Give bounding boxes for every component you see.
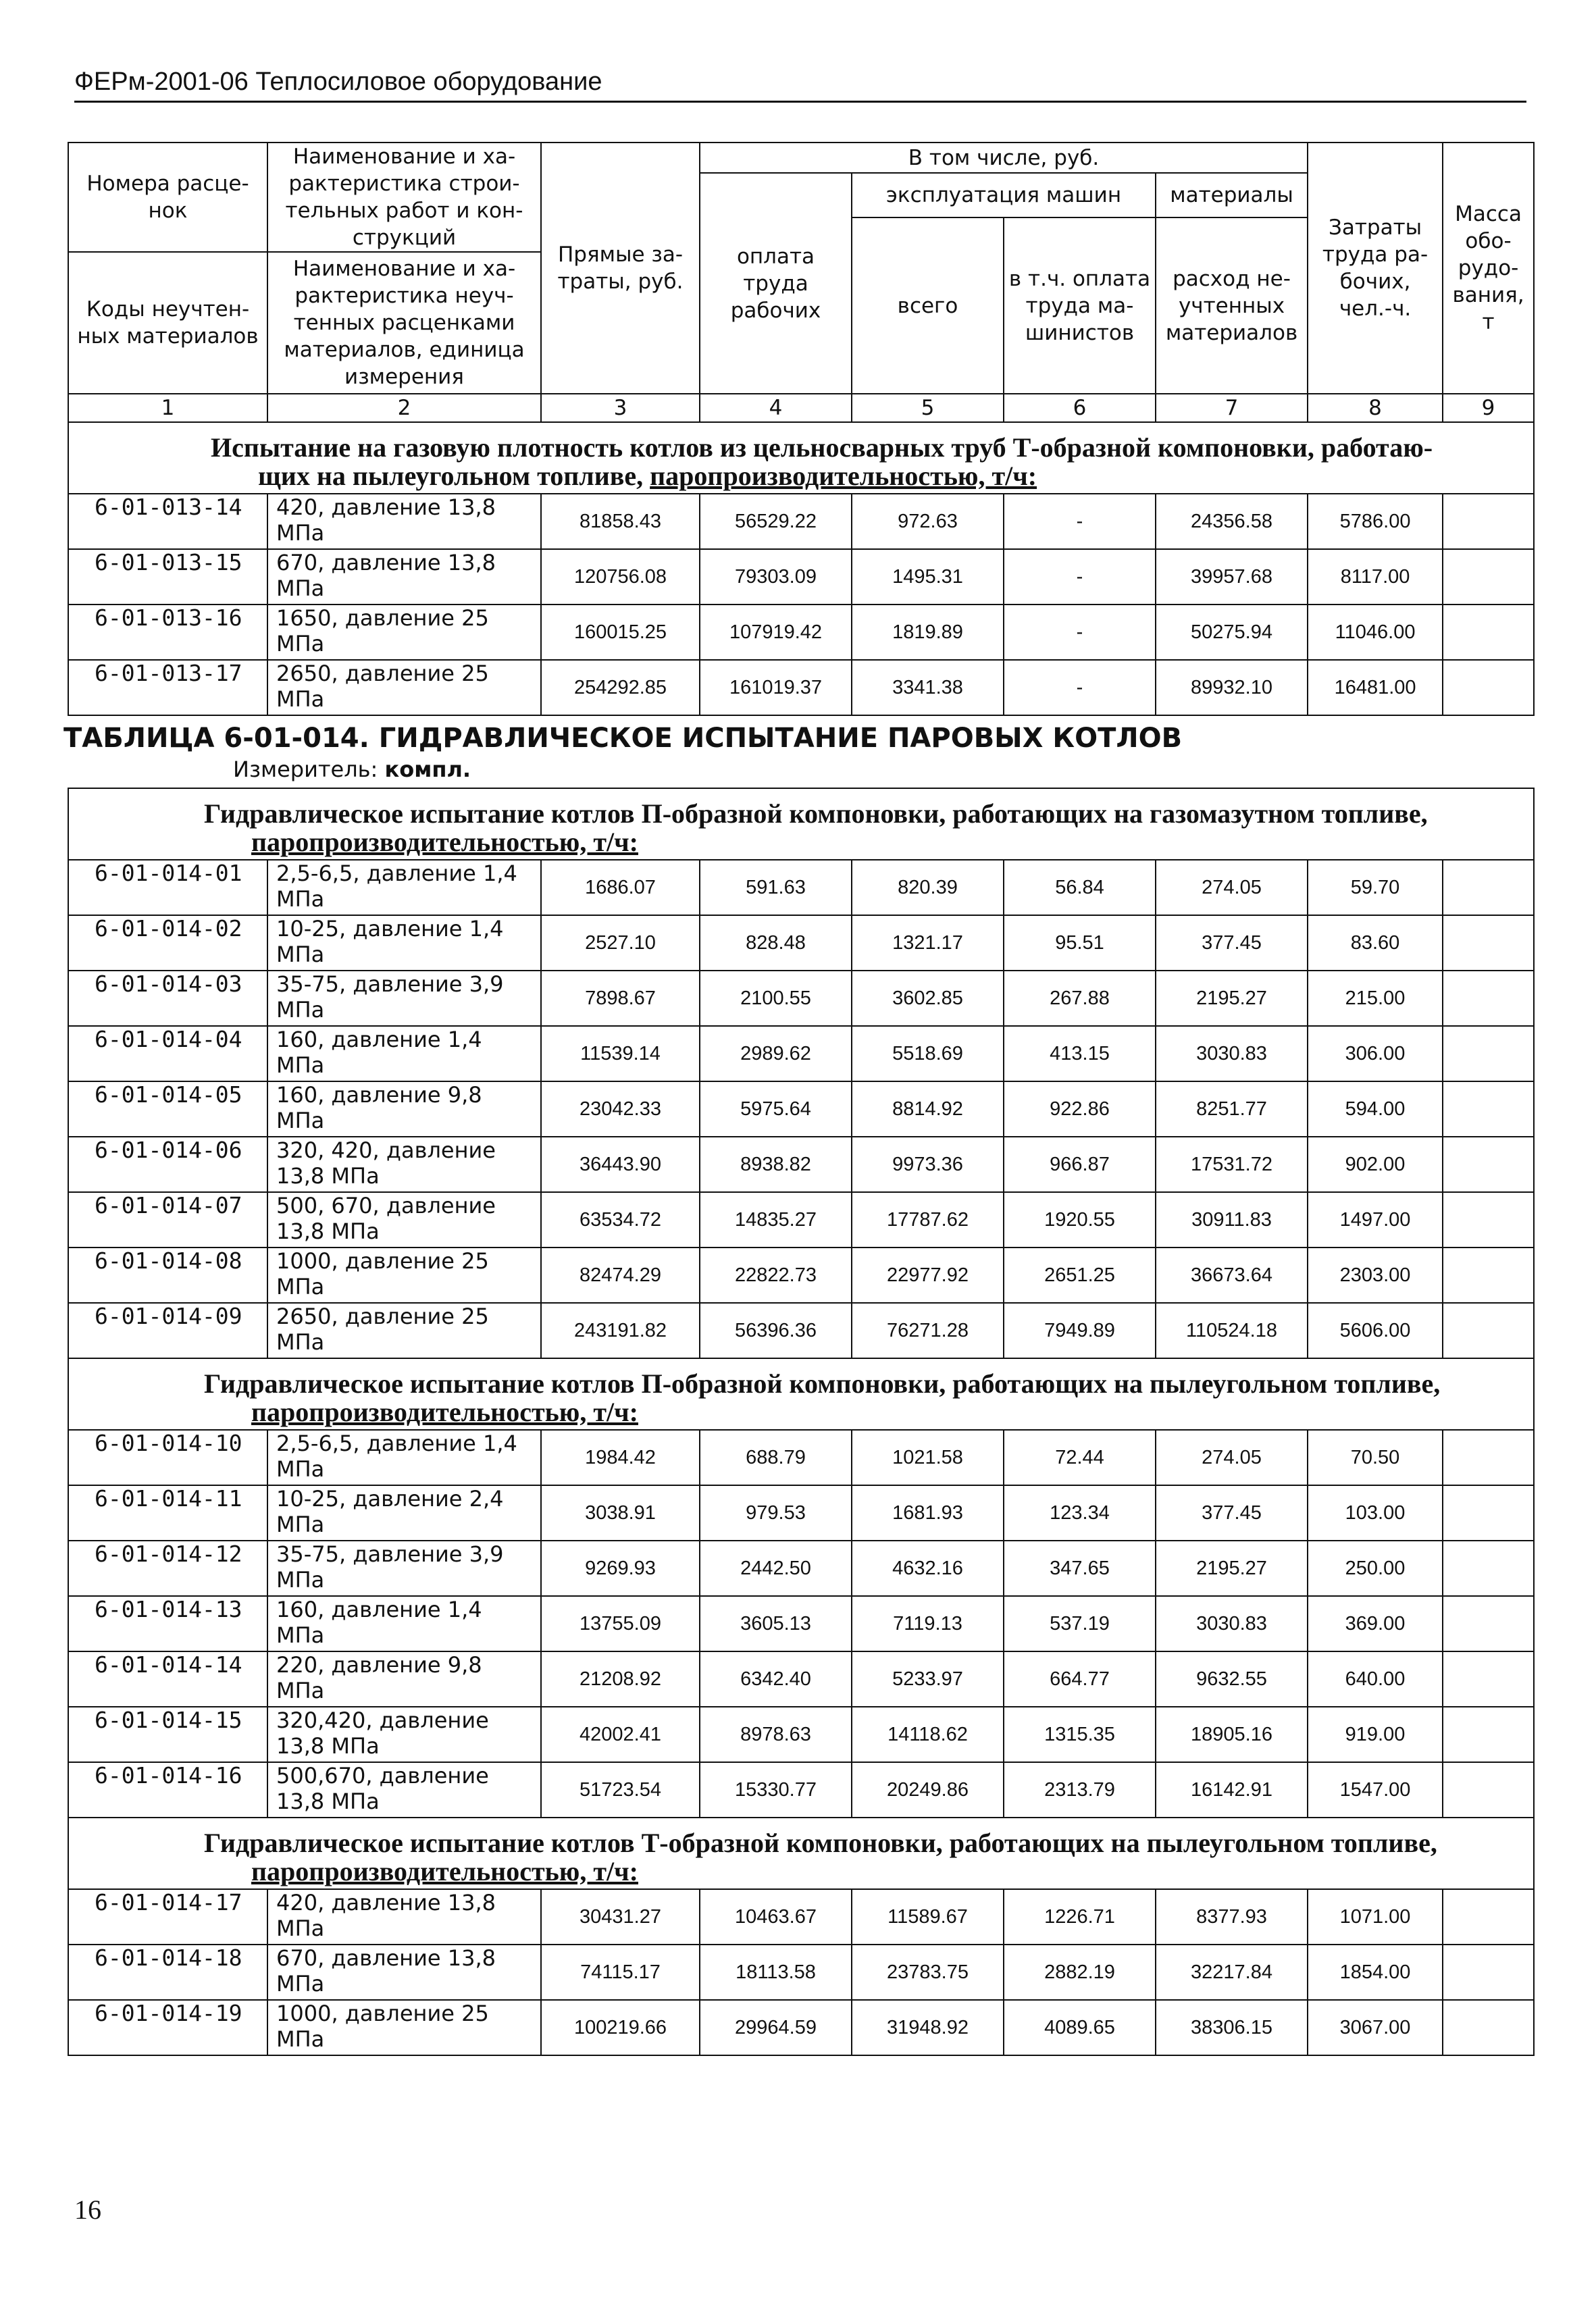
cell-c9 bbox=[1443, 1137, 1534, 1192]
cell-name: 10-25, давление 2,4 МПа bbox=[267, 1485, 541, 1541]
cell-name: 160, давление 1,4 МПа bbox=[267, 1596, 541, 1651]
cell-c8: 306.00 bbox=[1308, 1026, 1443, 1081]
cell-c5: 1321.17 bbox=[852, 915, 1004, 971]
cell-c4: 8978.63 bbox=[700, 1707, 852, 1762]
cell-c8: 5606.00 bbox=[1308, 1303, 1443, 1358]
cell-c6: 56.84 bbox=[1004, 860, 1156, 915]
cell-c7: 50275.94 bbox=[1156, 605, 1308, 660]
cell-c7: 16142.91 bbox=[1156, 1762, 1308, 1818]
cell-c5: 14118.62 bbox=[852, 1707, 1004, 1762]
cell-name: 500, 670, давление 13,8 МПа bbox=[267, 1192, 541, 1248]
cell-c5: 4632.16 bbox=[852, 1541, 1004, 1596]
cell-c9 bbox=[1443, 1596, 1534, 1651]
cell-code: 6-01-014-13 bbox=[68, 1596, 267, 1651]
cell-code: 6-01-014-19 bbox=[68, 2000, 267, 2055]
table-row bbox=[68, 2000, 1534, 2055]
cell-c5: 5233.97 bbox=[852, 1651, 1004, 1707]
cell-c8: 1854.00 bbox=[1308, 1945, 1443, 2000]
cell-code: 6-01-014-05 bbox=[68, 1081, 267, 1137]
cell-c3: 21208.92 bbox=[541, 1651, 700, 1707]
cell-code: 6-01-014-02 bbox=[68, 915, 267, 971]
cell-c8: 1497.00 bbox=[1308, 1192, 1443, 1248]
cell-c6: 664.77 bbox=[1004, 1651, 1156, 1707]
cell-c5: 76271.28 bbox=[852, 1303, 1004, 1358]
cell-c6: 4089.65 bbox=[1004, 2000, 1156, 2055]
cell-c4: 8938.82 bbox=[700, 1137, 852, 1192]
cell-c7: 17531.72 bbox=[1156, 1137, 1308, 1192]
cell-c6: 123.34 bbox=[1004, 1485, 1156, 1541]
cell-code: 6-01-014-11 bbox=[68, 1485, 267, 1541]
cell-c8: 919.00 bbox=[1308, 1707, 1443, 1762]
cell-c4: 979.53 bbox=[700, 1485, 852, 1541]
cell-c9 bbox=[1443, 1430, 1534, 1485]
table-header-block bbox=[68, 142, 1535, 716]
cell-name: 670, давление 13,8 МПа bbox=[267, 1945, 541, 2000]
table-row bbox=[68, 1192, 1534, 1248]
table-title-block bbox=[63, 716, 1533, 788]
cell-c7: 377.45 bbox=[1156, 915, 1308, 971]
cell-c4: 10463.67 bbox=[700, 1889, 852, 1945]
section4-rows bbox=[68, 1889, 1534, 2055]
cell-name: 1000, давление 25 МПа bbox=[267, 2000, 541, 2055]
col-header-material-names: Наименование и ха-рактеристика неуч-тенных расценками материалов, единица измерения bbox=[267, 252, 541, 394]
cell-c3: 23042.33 bbox=[541, 1081, 700, 1137]
table-row bbox=[68, 860, 1534, 915]
cell-c8: 5786.00 bbox=[1308, 494, 1443, 549]
cell-c8: 8117.00 bbox=[1308, 549, 1443, 605]
cell-c8: 11046.00 bbox=[1308, 605, 1443, 660]
cell-c9 bbox=[1443, 605, 1534, 660]
cell-c4: 18113.58 bbox=[700, 1945, 852, 2000]
cell-c5: 3602.85 bbox=[852, 971, 1004, 1026]
table-row bbox=[68, 1707, 1534, 1762]
cell-c7: 3030.83 bbox=[1156, 1596, 1308, 1651]
cell-c6: 922.86 bbox=[1004, 1081, 1156, 1137]
cell-c3: 13755.09 bbox=[541, 1596, 700, 1651]
cell-c6: 267.88 bbox=[1004, 971, 1156, 1026]
cell-c4: 828.48 bbox=[700, 915, 852, 971]
cell-c4: 3605.13 bbox=[700, 1596, 852, 1651]
cell-c3: 9269.93 bbox=[541, 1541, 700, 1596]
cell-c7: 8251.77 bbox=[1156, 1081, 1308, 1137]
cell-c3: 243191.82 bbox=[541, 1303, 700, 1358]
cell-code: 6-01-013-16 bbox=[68, 605, 267, 660]
page-number: 16 bbox=[74, 2194, 101, 2225]
cell-c7: 9632.55 bbox=[1156, 1651, 1308, 1707]
cell-name: 420, давление 13,8 МПа bbox=[267, 494, 541, 549]
cell-c3: 160015.25 bbox=[541, 605, 700, 660]
cell-c8: 902.00 bbox=[1308, 1137, 1443, 1192]
table-row bbox=[68, 1762, 1534, 1818]
col-header-total: всего bbox=[852, 217, 1004, 394]
cell-c5: 5518.69 bbox=[852, 1026, 1004, 1081]
table-row bbox=[68, 1303, 1534, 1358]
cell-code: 6-01-014-04 bbox=[68, 1026, 267, 1081]
cell-c4: 15330.77 bbox=[700, 1762, 852, 1818]
cell-name: 320,420, давление 13,8 МПа bbox=[267, 1707, 541, 1762]
cell-c7: 2195.27 bbox=[1156, 971, 1308, 1026]
cell-c4: 14835.27 bbox=[700, 1192, 852, 1248]
table-row bbox=[68, 1945, 1534, 2000]
cell-c7: 32217.84 bbox=[1156, 1945, 1308, 2000]
table-row bbox=[68, 1430, 1534, 1485]
cell-c7: 274.05 bbox=[1156, 1430, 1308, 1485]
cell-c9 bbox=[1443, 1762, 1534, 1818]
cell-c3: 63534.72 bbox=[541, 1192, 700, 1248]
cell-c9 bbox=[1443, 549, 1534, 605]
table-row bbox=[68, 971, 1534, 1026]
cell-c3: 120756.08 bbox=[541, 549, 700, 605]
cell-c7: 36673.64 bbox=[1156, 1248, 1308, 1303]
col-header-operator-wages: в т.ч. оплата труда ма-шинистов bbox=[1004, 217, 1156, 394]
cell-c5: 31948.92 bbox=[852, 2000, 1004, 2055]
cell-code: 6-01-013-15 bbox=[68, 549, 267, 605]
cell-c6: - bbox=[1004, 494, 1156, 549]
page-header bbox=[74, 68, 1526, 103]
cell-c9 bbox=[1443, 1541, 1534, 1596]
cell-c8: 640.00 bbox=[1308, 1651, 1443, 1707]
cell-c8: 1071.00 bbox=[1308, 1889, 1443, 1945]
cell-name: 1650, давление 25 МПа bbox=[267, 605, 541, 660]
col-header-labor: Затраты труда ра-бочих, чел.-ч. bbox=[1308, 143, 1443, 394]
cell-c6: 537.19 bbox=[1004, 1596, 1156, 1651]
col-header-material-codes: Коды неучтен-ных материалов bbox=[68, 252, 267, 394]
cell-c3: 81858.43 bbox=[541, 494, 700, 549]
section-heading: Гидравлическое испытание котлов П-образной компоновки, работающих на газомазутном топливе, паропроизводительностью, т/ч: bbox=[68, 788, 1534, 860]
col-header-including: В том числе, руб. bbox=[700, 143, 1308, 173]
table-row bbox=[68, 1651, 1534, 1707]
cell-c4: 6342.40 bbox=[700, 1651, 852, 1707]
cell-c7: 377.45 bbox=[1156, 1485, 1308, 1541]
cell-c5: 820.39 bbox=[852, 860, 1004, 915]
cell-c9 bbox=[1443, 1081, 1534, 1137]
cell-name: 320, 420, давление 13,8 МПа bbox=[267, 1137, 541, 1192]
cell-c5: 9973.36 bbox=[852, 1137, 1004, 1192]
table-row bbox=[68, 1596, 1534, 1651]
cell-c7: 274.05 bbox=[1156, 860, 1308, 915]
cell-c3: 11539.14 bbox=[541, 1026, 700, 1081]
table-row bbox=[68, 1485, 1534, 1541]
cell-code: 6-01-014-18 bbox=[68, 1945, 267, 2000]
cell-code: 6-01-013-17 bbox=[68, 660, 267, 715]
cell-code: 6-01-014-03 bbox=[68, 971, 267, 1026]
cell-c6: 966.87 bbox=[1004, 1137, 1156, 1192]
table-row bbox=[68, 1889, 1534, 1945]
cell-c4: 56529.22 bbox=[700, 494, 852, 549]
cell-code: 6-01-014-12 bbox=[68, 1541, 267, 1596]
cell-c5: 23783.75 bbox=[852, 1945, 1004, 2000]
cell-c6: 95.51 bbox=[1004, 915, 1156, 971]
cell-c5: 22977.92 bbox=[852, 1248, 1004, 1303]
cell-c8: 594.00 bbox=[1308, 1081, 1443, 1137]
cell-c9 bbox=[1443, 1651, 1534, 1707]
cell-c6: - bbox=[1004, 549, 1156, 605]
cell-c4: 2989.62 bbox=[700, 1026, 852, 1081]
cell-c5: 3341.38 bbox=[852, 660, 1004, 715]
cell-name: 2650, давление 25 МПа bbox=[267, 1303, 541, 1358]
section1-rows bbox=[68, 494, 1534, 715]
cell-c8: 369.00 bbox=[1308, 1596, 1443, 1651]
cell-c7: 110524.18 bbox=[1156, 1303, 1308, 1358]
section2-rows bbox=[68, 860, 1534, 1358]
cell-name: 10-25, давление 1,4 МПа bbox=[267, 915, 541, 971]
col-header-direct-costs: Прямые за-траты, руб. bbox=[541, 143, 700, 394]
cell-c6: 347.65 bbox=[1004, 1541, 1156, 1596]
cell-c3: 1984.42 bbox=[541, 1430, 700, 1485]
cell-c4: 2100.55 bbox=[700, 971, 852, 1026]
col-header-machines: эксплуатация машин bbox=[852, 173, 1156, 217]
cell-c8: 103.00 bbox=[1308, 1485, 1443, 1541]
cell-c3: 51723.54 bbox=[541, 1762, 700, 1818]
cell-c6: - bbox=[1004, 660, 1156, 715]
cell-c8: 3067.00 bbox=[1308, 2000, 1443, 2055]
cell-c4: 688.79 bbox=[700, 1430, 852, 1485]
section-heading: Гидравлическое испытание котлов Т-образной компоновки, работающих на пылеугольном топливе, паропроизводительностью, т/ч: bbox=[68, 1818, 1534, 1889]
page-header-title: ФЕРм-2001-06 Теплосиловое оборудование bbox=[74, 68, 602, 96]
cell-c8: 16481.00 bbox=[1308, 660, 1443, 715]
cell-code: 6-01-014-08 bbox=[68, 1248, 267, 1303]
cell-c5: 11589.67 bbox=[852, 1889, 1004, 1945]
table-row bbox=[68, 1081, 1534, 1137]
cell-c7: 2195.27 bbox=[1156, 1541, 1308, 1596]
cell-c6: 72.44 bbox=[1004, 1430, 1156, 1485]
table-row bbox=[68, 915, 1534, 971]
column-numbers-row: 1 2 3 4 5 6 7 8 9 bbox=[68, 394, 1534, 422]
col-header-name: Наименование и ха-рактеристика строи-тельных работ и кон-струкций bbox=[267, 143, 541, 252]
cell-c6: 413.15 bbox=[1004, 1026, 1156, 1081]
cell-c8: 83.60 bbox=[1308, 915, 1443, 971]
cell-c4: 161019.37 bbox=[700, 660, 852, 715]
cell-code: 6-01-014-01 bbox=[68, 860, 267, 915]
cell-c3: 36443.90 bbox=[541, 1137, 700, 1192]
cell-code: 6-01-014-10 bbox=[68, 1430, 267, 1485]
cell-c4: 79303.09 bbox=[700, 549, 852, 605]
table-row bbox=[68, 605, 1534, 660]
section-heading: Испытание на газовую плотность котлов из цельносварных труб Т-образной компоновки, работаю- щих на пылеугольном топливе, паропроизводительностью, т/ч: bbox=[68, 422, 1534, 494]
cell-code: 6-01-013-14 bbox=[68, 494, 267, 549]
cell-c7: 18905.16 bbox=[1156, 1707, 1308, 1762]
cell-c3: 2527.10 bbox=[541, 915, 700, 971]
cell-c6: - bbox=[1004, 605, 1156, 660]
cell-code: 6-01-014-17 bbox=[68, 1889, 267, 1945]
cell-c9 bbox=[1443, 1248, 1534, 1303]
cell-c4: 591.63 bbox=[700, 860, 852, 915]
cell-c9 bbox=[1443, 1707, 1534, 1762]
table-row bbox=[68, 660, 1534, 715]
cell-c4: 29964.59 bbox=[700, 2000, 852, 2055]
cell-c3: 30431.27 bbox=[541, 1889, 700, 1945]
cell-name: 2650, давление 25 МПа bbox=[267, 660, 541, 715]
cell-c3: 254292.85 bbox=[541, 660, 700, 715]
cell-c8: 70.50 bbox=[1308, 1430, 1443, 1485]
cell-c9 bbox=[1443, 1945, 1534, 2000]
cell-name: 420, давление 13,8 МПа bbox=[267, 1889, 541, 1945]
cell-name: 220, давление 9,8 МПа bbox=[267, 1651, 541, 1707]
cell-c3: 3038.91 bbox=[541, 1485, 700, 1541]
cell-c7: 89932.10 bbox=[1156, 660, 1308, 715]
col-header-unaccounted: расход не-учтенных материалов bbox=[1156, 217, 1308, 394]
cell-name: 500,670, давление 13,8 МПа bbox=[267, 1762, 541, 1818]
cell-c7: 8377.93 bbox=[1156, 1889, 1308, 1945]
cell-name: 160, давление 1,4 МПа bbox=[267, 1026, 541, 1081]
table-row bbox=[68, 1026, 1534, 1081]
cell-c6: 2313.79 bbox=[1004, 1762, 1156, 1818]
cell-name: 35-75, давление 3,9 МПа bbox=[267, 971, 541, 1026]
cell-c8: 1547.00 bbox=[1308, 1762, 1443, 1818]
section3-rows bbox=[68, 1430, 1534, 1818]
cell-c6: 7949.89 bbox=[1004, 1303, 1156, 1358]
cell-c6: 1315.35 bbox=[1004, 1707, 1156, 1762]
cell-c9 bbox=[1443, 660, 1534, 715]
cell-c9 bbox=[1443, 494, 1534, 549]
section-heading: Гидравлическое испытание котлов П-образной компоновки, работающих на пылеугольном топливе, паропроизводительностью, т/ч: bbox=[68, 1358, 1534, 1430]
cell-code: 6-01-014-07 bbox=[68, 1192, 267, 1248]
col-header-materials: материалы bbox=[1156, 173, 1308, 217]
cell-c7: 3030.83 bbox=[1156, 1026, 1308, 1081]
col-header-wages: оплата труда рабочих bbox=[700, 173, 852, 394]
table-row bbox=[68, 1541, 1534, 1596]
cell-c9 bbox=[1443, 1192, 1534, 1248]
table-row bbox=[68, 1248, 1534, 1303]
table-6-01-014 bbox=[68, 788, 1535, 2056]
cell-c5: 7119.13 bbox=[852, 1596, 1004, 1651]
cell-c8: 2303.00 bbox=[1308, 1248, 1443, 1303]
cell-c7: 24356.58 bbox=[1156, 494, 1308, 549]
cell-c5: 1819.89 bbox=[852, 605, 1004, 660]
cell-c3: 74115.17 bbox=[541, 1945, 700, 2000]
cell-c6: 1226.71 bbox=[1004, 1889, 1156, 1945]
cell-c9 bbox=[1443, 971, 1534, 1026]
cell-c6: 2651.25 bbox=[1004, 1248, 1156, 1303]
cell-c6: 1920.55 bbox=[1004, 1192, 1156, 1248]
cell-c9 bbox=[1443, 1303, 1534, 1358]
cell-c4: 5975.64 bbox=[700, 1081, 852, 1137]
cell-c4: 22822.73 bbox=[700, 1248, 852, 1303]
cell-c5: 17787.62 bbox=[852, 1192, 1004, 1248]
cell-c3: 7898.67 bbox=[541, 971, 700, 1026]
cell-code: 6-01-014-09 bbox=[68, 1303, 267, 1358]
col-header-mass: Масса обо-рудо-вания, т bbox=[1443, 143, 1534, 394]
cell-c8: 250.00 bbox=[1308, 1541, 1443, 1596]
cell-c4: 2442.50 bbox=[700, 1541, 852, 1596]
cell-c9 bbox=[1443, 915, 1534, 971]
cell-c9 bbox=[1443, 1485, 1534, 1541]
cell-c9 bbox=[1443, 1026, 1534, 1081]
cell-name: 1000, давление 25 МПа bbox=[267, 1248, 541, 1303]
cell-c5: 972.63 bbox=[852, 494, 1004, 549]
cell-c5: 8814.92 bbox=[852, 1081, 1004, 1137]
cell-c4: 56396.36 bbox=[700, 1303, 852, 1358]
cell-c3: 42002.41 bbox=[541, 1707, 700, 1762]
sheet bbox=[63, 142, 1533, 2056]
cell-c8: 59.70 bbox=[1308, 860, 1443, 915]
cell-code: 6-01-014-15 bbox=[68, 1707, 267, 1762]
table-row bbox=[68, 494, 1534, 549]
cell-c3: 82474.29 bbox=[541, 1248, 700, 1303]
cell-name: 670, давление 13,8 МПа bbox=[267, 549, 541, 605]
table-row bbox=[68, 549, 1534, 605]
cell-c3: 100219.66 bbox=[541, 2000, 700, 2055]
col-header-codes: Номера расце-нок bbox=[68, 143, 267, 252]
cell-c9 bbox=[1443, 860, 1534, 915]
cell-name: 2,5-6,5, давление 1,4 МПа bbox=[267, 1430, 541, 1485]
cell-code: 6-01-014-14 bbox=[68, 1651, 267, 1707]
cell-c5: 1021.58 bbox=[852, 1430, 1004, 1485]
cell-c5: 20249.86 bbox=[852, 1762, 1004, 1818]
cell-name: 160, давление 9,8 МПа bbox=[267, 1081, 541, 1137]
cell-c7: 38306.15 bbox=[1156, 2000, 1308, 2055]
cell-name: 2,5-6,5, давление 1,4 МПа bbox=[267, 860, 541, 915]
cell-c7: 30911.83 bbox=[1156, 1192, 1308, 1248]
cell-c6: 2882.19 bbox=[1004, 1945, 1156, 2000]
cell-c9 bbox=[1443, 2000, 1534, 2055]
cell-code: 6-01-014-06 bbox=[68, 1137, 267, 1192]
cell-c5: 1495.31 bbox=[852, 549, 1004, 605]
cell-code: 6-01-014-16 bbox=[68, 1762, 267, 1818]
table-meter: Измеритель: компл. bbox=[233, 756, 471, 782]
cell-c3: 1686.07 bbox=[541, 860, 700, 915]
cell-c5: 1681.93 bbox=[852, 1485, 1004, 1541]
cell-c8: 215.00 bbox=[1308, 971, 1443, 1026]
table-row bbox=[68, 1137, 1534, 1192]
cell-c9 bbox=[1443, 1889, 1534, 1945]
cell-name: 35-75, давление 3,9 МПа bbox=[267, 1541, 541, 1596]
cell-c4: 107919.42 bbox=[700, 605, 852, 660]
cell-c7: 39957.68 bbox=[1156, 549, 1308, 605]
table-title: ТАБЛИЦА 6-01-014. ГИДРАВЛИЧЕСКОЕ ИСПЫТАНИЕ ПАРОВЫХ КОТЛОВ bbox=[63, 723, 1183, 754]
